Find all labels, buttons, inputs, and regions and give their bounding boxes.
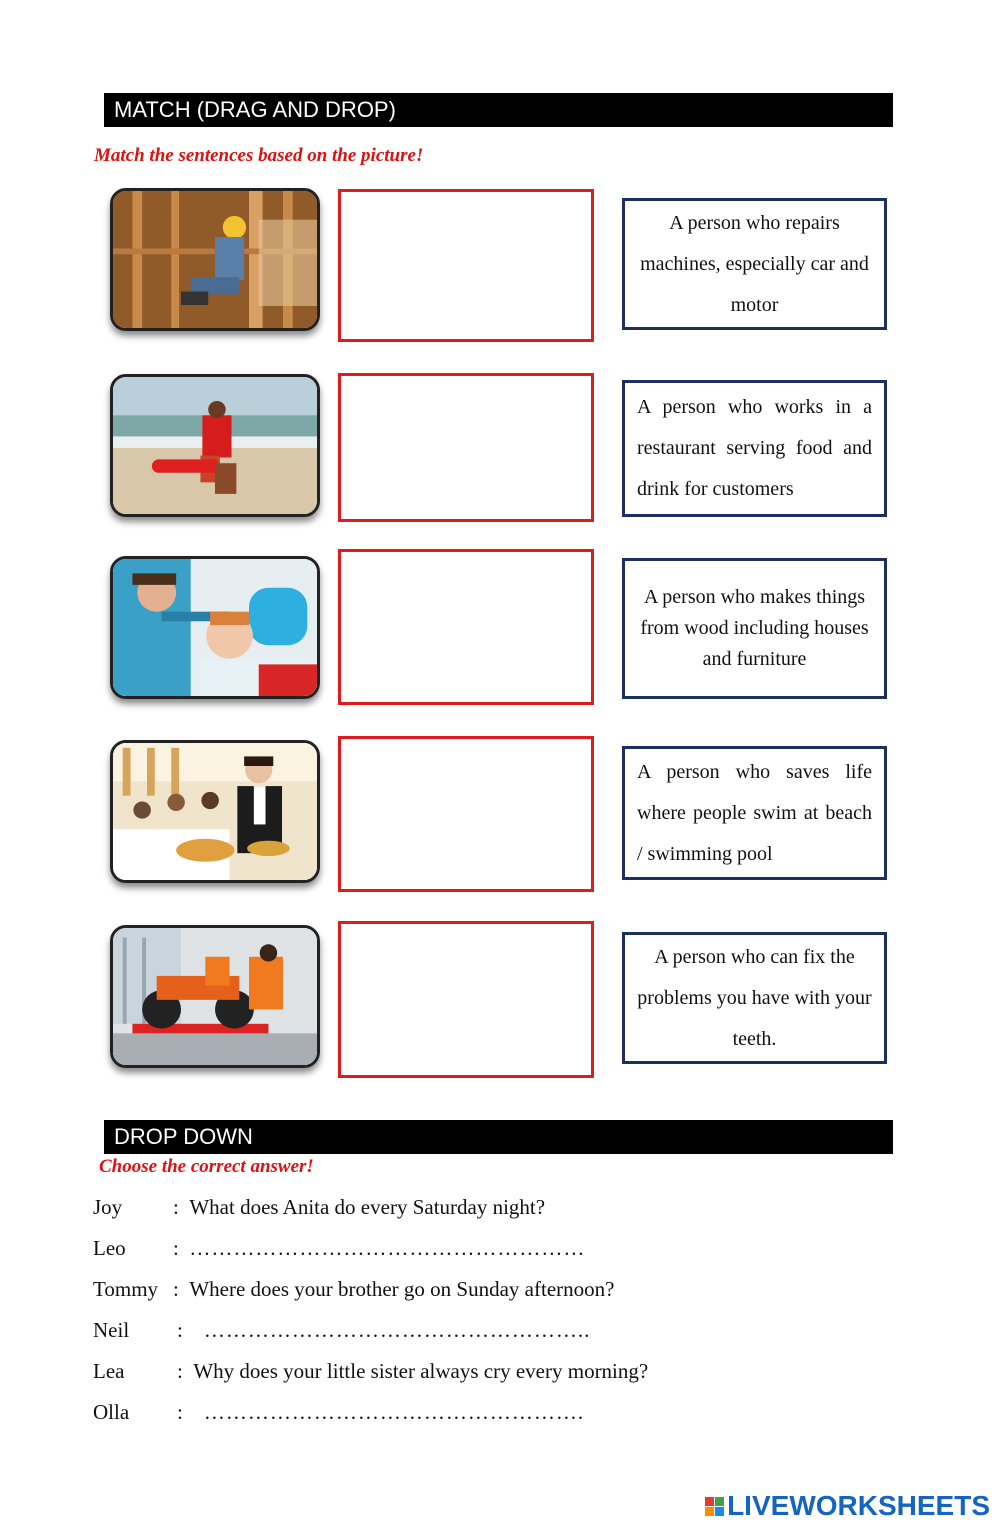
dropdown-instruction: Choose the correct answer! bbox=[99, 1156, 314, 1177]
dialog-text: Why does your little sister always cry every morning? bbox=[193, 1359, 649, 1383]
definition-card-1[interactable]: A person who repairs machines, especially car and motor bbox=[622, 198, 887, 330]
match-instruction: Match the sentences based on the picture! bbox=[94, 145, 424, 166]
dropdown-section-header: DROP DOWN bbox=[104, 1120, 893, 1154]
speaker-name: Leo bbox=[93, 1236, 126, 1260]
dialog-text: What does Anita do every Saturday night? bbox=[189, 1195, 546, 1219]
speaker-separator: : bbox=[177, 1359, 183, 1383]
dialog-line-6 bbox=[93, 1400, 584, 1425]
speaker-name: Tommy bbox=[93, 1277, 159, 1301]
answer-dropdown-2[interactable]: …………………………………………….. bbox=[203, 1318, 591, 1342]
speaker-name: Joy bbox=[93, 1195, 123, 1219]
definition-card-5[interactable]: A person who can fix the problems you have with your teeth. bbox=[622, 932, 887, 1064]
definition-card-4[interactable]: A person who saves life where people swim at beach / swimming pool bbox=[622, 746, 887, 880]
dialog-line-2 bbox=[93, 1236, 585, 1261]
dialog-text: Where does your brother go on Sunday afternoon? bbox=[189, 1277, 615, 1301]
waiter-photo bbox=[110, 740, 320, 883]
brand-name: LIVEWORKSHEETS bbox=[727, 1490, 990, 1521]
speaker-separator: : bbox=[177, 1400, 183, 1424]
speaker-separator: : bbox=[173, 1277, 179, 1301]
dialog-line-5 bbox=[93, 1359, 648, 1384]
dialog-line-3 bbox=[93, 1277, 614, 1302]
drop-target-3[interactable] bbox=[338, 549, 594, 705]
speaker-separator: : bbox=[177, 1318, 183, 1342]
drop-target-2[interactable] bbox=[338, 373, 594, 522]
answer-dropdown-3[interactable]: ……………………………………………. bbox=[203, 1400, 585, 1424]
definition-card-2[interactable]: A person who works in a restaurant serving food and drink for customers bbox=[622, 380, 887, 517]
drop-target-1[interactable] bbox=[338, 189, 594, 342]
liveworksheets-logo-icon bbox=[705, 1497, 724, 1516]
drop-target-4[interactable] bbox=[338, 736, 594, 892]
dialog-line-4 bbox=[93, 1318, 590, 1343]
speaker-name: Olla bbox=[93, 1400, 130, 1424]
speaker-separator: : bbox=[173, 1195, 179, 1219]
liveworksheets-logo bbox=[705, 1490, 990, 1522]
speaker-separator: : bbox=[173, 1236, 179, 1260]
answer-dropdown-1[interactable]: ……………………………………………… bbox=[189, 1236, 586, 1260]
drop-target-5[interactable] bbox=[338, 921, 594, 1078]
mechanic-photo bbox=[110, 925, 320, 1068]
dentist-photo bbox=[110, 556, 320, 699]
speaker-name: Lea bbox=[93, 1359, 125, 1383]
carpenter-photo bbox=[110, 188, 320, 331]
match-section-header: MATCH (DRAG AND DROP) bbox=[104, 93, 893, 127]
lifeguard-photo bbox=[110, 374, 320, 517]
definition-card-3[interactable]: A person who makes things from wood including houses and furniture bbox=[622, 558, 887, 699]
dialog-line-1 bbox=[93, 1195, 545, 1220]
speaker-name: Neil bbox=[93, 1318, 130, 1342]
